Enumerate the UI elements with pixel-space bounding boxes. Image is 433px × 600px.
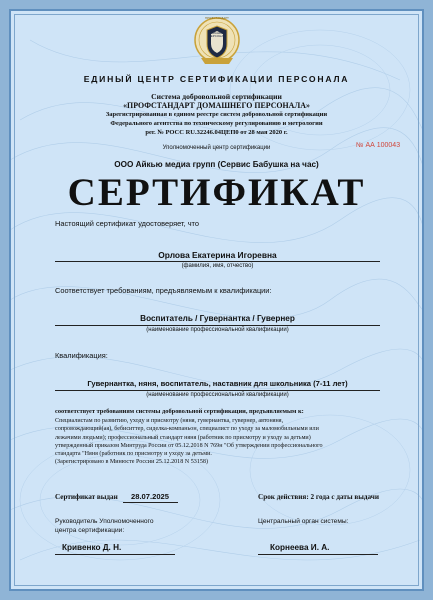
certificate-number: № АА 100043 bbox=[356, 142, 401, 149]
left-signature-line bbox=[55, 554, 175, 555]
profession-underline bbox=[55, 325, 380, 326]
emblem-seal bbox=[193, 14, 241, 70]
emblem-top-text: ПРОФСТАНДАРТ bbox=[205, 16, 229, 20]
certificate-title: СЕРТИФИКАТ bbox=[67, 171, 366, 214]
holder-caption: (фамилия, имя, отчество) bbox=[181, 263, 254, 269]
compliance-body bbox=[55, 417, 323, 467]
compliance-heading: соответствует требованиям системы добровольной сертификации, предъявляемым к: bbox=[55, 408, 304, 415]
compliance-line: Специалистам по развитию, уходу и присмотру (няня, гувернантка, гувернер, автоняня, bbox=[55, 418, 284, 424]
registry-line-1: Зарегистрированная в едином реестре систем добровольной сертификации bbox=[105, 111, 328, 118]
qualification-caption: (наименование профессиональной квалификации) bbox=[146, 392, 289, 398]
left-signatory-label-1: Руководитель Уполномоченного bbox=[55, 518, 154, 525]
system-line-1: Система добровольной сертификации bbox=[151, 92, 282, 101]
certifies-text: Настоящий сертификат удостоверяет, что bbox=[55, 219, 199, 228]
compliance-line: стандарта "Няня (работник по присмотру и уходу за детьми. bbox=[55, 451, 212, 458]
qualification-value: Гувернантка, няня, воспитатель, наставник для школьника (7-11 лет) bbox=[87, 379, 348, 388]
issued-label: Сертификат выдан bbox=[55, 493, 118, 501]
compliance-line: лежачими людьми); профессиональный стандарт няня (работник по присмотру и уходу за детьми) bbox=[55, 434, 311, 441]
registry-line-3: рег. № РОСС RU.32246.04ЦЕП0 от 28 мая 2020 г. bbox=[145, 129, 288, 136]
right-signatory-name: Корнеева И. А. bbox=[270, 543, 330, 552]
holder-name: Орлова Екатерина Игоревна bbox=[158, 250, 277, 260]
left-signatory-name: Кривенко Д. Н. bbox=[62, 543, 122, 552]
registry-line-2: Федерального агентства по техническому регулированию и метрологии bbox=[110, 120, 323, 127]
compliance-line: (Зарегистрировано в Минюсте России 25.12.2018 N 53158) bbox=[55, 459, 208, 466]
emblem-inner-text: ДОМАШНИЙ ПЕРСОНАЛ bbox=[207, 31, 227, 38]
compliance-line: утвержденный приказом Минтруда России от 05.12.2018 N 769н "Об утверждении профессионального bbox=[55, 442, 323, 449]
center-name: ООО Айкью медиа групп (Сервис Бабушка на час) bbox=[114, 160, 319, 169]
profession-caption: (наименование профессиональной квалификации) bbox=[146, 327, 289, 333]
right-signature-line bbox=[258, 554, 378, 555]
holder-underline bbox=[55, 261, 380, 262]
requirements-text: Соответствует требованиям, предъявляемым к квалификации: bbox=[55, 286, 272, 295]
issued-date: 28.07.2025 bbox=[131, 492, 170, 501]
right-signatory-label: Центральный орган системы: bbox=[258, 518, 349, 525]
compliance-line: сопровождающий(ая), бебиситтер, сиделка-компаньон, специалист по уходу за маломобильными или bbox=[55, 426, 319, 433]
issued-date-underline bbox=[123, 502, 178, 503]
profession-value: Воспитатель / Гувернантка / Гувернер bbox=[140, 314, 295, 323]
qualification-underline bbox=[55, 390, 380, 391]
validity-text: Срок действия: 2 года с даты выдачи bbox=[258, 493, 379, 501]
system-line-2: «ПРОФСТАНДАРТ ДОМАШНЕГО ПЕРСОНАЛА» bbox=[123, 101, 310, 110]
left-signatory-label-2: центра сертификации: bbox=[55, 527, 125, 534]
center-label: Уполномоченный центр сертификации bbox=[162, 145, 271, 151]
qualification-label: Квалификация: bbox=[55, 351, 108, 360]
org-name: ЕДИНЫЙ ЦЕНТР СЕРТИФИКАЦИИ ПЕРСОНАЛА bbox=[83, 74, 350, 84]
